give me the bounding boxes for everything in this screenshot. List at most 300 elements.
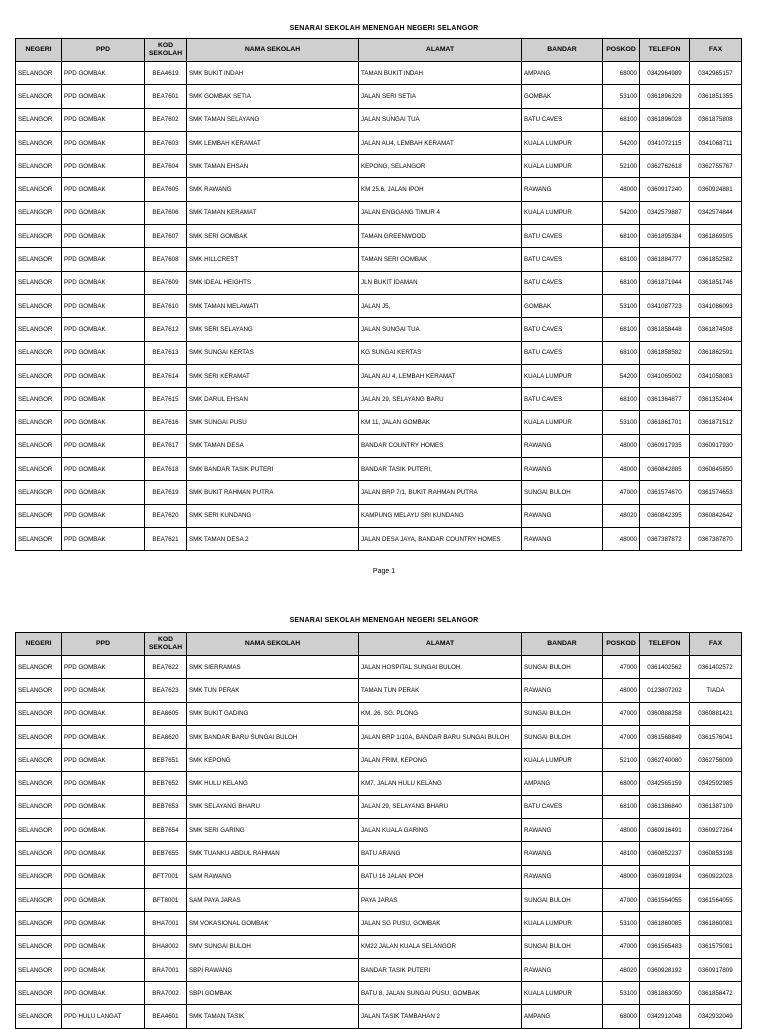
- cell-nama-sekolah: SMK TAMAN DESA 2: [187, 527, 359, 550]
- cell-ppd: PPD GOMBAK: [62, 201, 145, 224]
- cell-bandar: BATU CAVES: [522, 318, 603, 341]
- cell-negeri: SELANGOR: [16, 108, 62, 131]
- col-header-nama-sekolah: NAMA SEKOLAH: [187, 633, 359, 656]
- cell-alamat: JALAN HOSPITAL SUNGAI BULOH.: [359, 656, 522, 679]
- cell-alamat: JLN BUKIT IDAMAN: [359, 271, 522, 294]
- cell-bandar: BATU CAVES: [522, 248, 603, 271]
- col-header-nama-sekolah: NAMA SEKOLAH: [187, 39, 359, 62]
- cell-negeri: SELANGOR: [16, 912, 62, 935]
- cell-bandar: KUALA LUMPUR: [522, 364, 603, 387]
- table-row: [16, 656, 742, 679]
- cell-alamat: KM 11, JALAN GOMBAK: [359, 411, 522, 434]
- cell-kod-sekolah: BEA7613: [145, 341, 187, 364]
- cell-fax: 0360842642: [690, 504, 742, 527]
- cell-negeri: SELANGOR: [16, 888, 62, 911]
- cell-poskod: 48020: [603, 504, 640, 527]
- cell-ppd: PPD GOMBAK: [62, 271, 145, 294]
- cell-bandar: RAWANG: [522, 865, 603, 888]
- cell-telefon: 0361895384: [640, 225, 690, 248]
- col-header-telefon: TELEFON: [640, 633, 690, 656]
- cell-nama-sekolah: SMK SUNGAI PUSU: [187, 411, 359, 434]
- table-row: [16, 842, 742, 865]
- school-table-page2: [15, 632, 742, 1029]
- document-title-page1: SENARAI SEKOLAH MENENGAH NEGERI SELANGOR: [289, 25, 479, 32]
- cell-nama-sekolah: SMK TAMAN TASIK: [187, 1005, 359, 1028]
- cell-alamat: BATU 16 JALAN IPOH: [359, 865, 522, 888]
- cell-nama-sekolah: SMK DARUL EHSAN: [187, 388, 359, 411]
- cell-kod-sekolah: BEA7617: [145, 434, 187, 457]
- cell-ppd: PPD GOMBAK: [62, 434, 145, 457]
- cell-fax: 0361860081: [690, 912, 742, 935]
- table-row: [16, 679, 742, 702]
- cell-kod-sekolah: BRA7001: [145, 958, 187, 981]
- cell-poskod: 47000: [603, 935, 640, 958]
- table-row: [16, 888, 742, 911]
- cell-negeri: SELANGOR: [16, 318, 62, 341]
- cell-ppd: PPD GOMBAK: [62, 364, 145, 387]
- cell-alamat: JALAN SUNGAI TUA: [359, 108, 522, 131]
- cell-ppd: PPD GOMBAK: [62, 888, 145, 911]
- cell-nama-sekolah: SMK SERI KUNDANG: [187, 504, 359, 527]
- cell-telefon: 0361568849: [640, 725, 690, 748]
- cell-bandar: RAWANG: [522, 178, 603, 201]
- cell-poskod: 68100: [603, 248, 640, 271]
- cell-bandar: BATU CAVES: [522, 795, 603, 818]
- cell-kod-sekolah: BEA7612: [145, 318, 187, 341]
- cell-negeri: SELANGOR: [16, 772, 62, 795]
- cell-bandar: SUNGAI BULOH: [522, 702, 603, 725]
- table-row: [16, 271, 742, 294]
- cell-poskod: 48000: [603, 434, 640, 457]
- cell-ppd: PPD GOMBAK: [62, 725, 145, 748]
- cell-poskod: 54200: [603, 201, 640, 224]
- cell-alamat: JALAN SERI SETIA: [359, 85, 522, 108]
- cell-kod-sekolah: BEA7604: [145, 155, 187, 178]
- cell-ppd: PPD GOMBAK: [62, 411, 145, 434]
- cell-kod-sekolah: BEB7652: [145, 772, 187, 795]
- table-row: [16, 458, 742, 481]
- cell-bandar: RAWANG: [522, 679, 603, 702]
- cell-poskod: 47000: [603, 725, 640, 748]
- cell-fax: 0361869505: [690, 225, 742, 248]
- cell-fax: 0341058083: [690, 364, 742, 387]
- cell-fax: 0342574844: [690, 201, 742, 224]
- table-row: [16, 702, 742, 725]
- cell-kod-sekolah: BEA7605: [145, 178, 187, 201]
- cell-alamat: JALAN J5,: [359, 294, 522, 317]
- cell-fax: 0361851355: [690, 85, 742, 108]
- cell-poskod: 48000: [603, 178, 640, 201]
- cell-ppd: PPD GOMBAK: [62, 504, 145, 527]
- cell-bandar: RAWANG: [522, 842, 603, 865]
- cell-poskod: 53100: [603, 912, 640, 935]
- cell-kod-sekolah: BEB7655: [145, 842, 187, 865]
- cell-ppd: PPD GOMBAK: [62, 702, 145, 725]
- table-row: [16, 155, 742, 178]
- table-row: [16, 865, 742, 888]
- cell-negeri: SELANGOR: [16, 982, 62, 1005]
- cell-fax: 0342965157: [690, 62, 742, 85]
- cell-poskod: 52100: [603, 749, 640, 772]
- cell-telefon: 0341072115: [640, 131, 690, 154]
- cell-alamat: BANDAR TASIK PUTERI: [359, 958, 522, 981]
- cell-ppd: PPD GOMBAK: [62, 481, 145, 504]
- cell-telefon: 0361871944: [640, 271, 690, 294]
- cell-poskod: 47000: [603, 481, 640, 504]
- cell-telefon: 0342579887: [640, 201, 690, 224]
- cell-fax: 0361851746: [690, 271, 742, 294]
- cell-bandar: SUNGAI BULOH: [522, 481, 603, 504]
- cell-negeri: SELANGOR: [16, 434, 62, 457]
- cell-alamat: KAMPUNG MELAYU SRI KUNDANG: [359, 504, 522, 527]
- table-row: [16, 364, 742, 387]
- cell-kod-sekolah: BEA7623: [145, 679, 187, 702]
- cell-ppd: PPD GOMBAK: [62, 819, 145, 842]
- cell-bandar: BATU CAVES: [522, 271, 603, 294]
- cell-poskod: 68100: [603, 108, 640, 131]
- cell-bandar: KUALA LUMPUR: [522, 411, 603, 434]
- cell-nama-sekolah: SMK SERI GOMBAK: [187, 225, 359, 248]
- cell-nama-sekolah: SAM RAWANG: [187, 865, 359, 888]
- cell-fax: 0342592985: [690, 772, 742, 795]
- cell-negeri: SELANGOR: [16, 679, 62, 702]
- cell-negeri: SELANGOR: [16, 842, 62, 865]
- cell-alamat: TAMAN SERI GOMBAK: [359, 248, 522, 271]
- cell-fax: 0360853198: [690, 842, 742, 865]
- cell-telefon: 0361896028: [640, 108, 690, 131]
- cell-bandar: BATU CAVES: [522, 225, 603, 248]
- cell-telefon: 0361364877: [640, 388, 690, 411]
- cell-nama-sekolah: SMK TAMAN MELAWATI: [187, 294, 359, 317]
- cell-negeri: SELANGOR: [16, 702, 62, 725]
- cell-poskod: 48000: [603, 527, 640, 550]
- cell-negeri: SELANGOR: [16, 865, 62, 888]
- cell-fax: 0361402572: [690, 656, 742, 679]
- cell-ppd: PPD GOMBAK: [62, 62, 145, 85]
- cell-ppd: PPD GOMBAK: [62, 85, 145, 108]
- cell-bandar: AMPANG: [522, 772, 603, 795]
- table-row: [16, 527, 742, 550]
- cell-nama-sekolah: SMK KEPONG: [187, 749, 359, 772]
- cell-nama-sekolah: SMK SERI SELAYANG: [187, 318, 359, 341]
- cell-kod-sekolah: BEA7621: [145, 527, 187, 550]
- cell-fax: 0360922028: [690, 865, 742, 888]
- cell-ppd: PPD GOMBAK: [62, 958, 145, 981]
- cell-poskod: 68100: [603, 341, 640, 364]
- cell-ppd: PPD GOMBAK: [62, 225, 145, 248]
- cell-nama-sekolah: SMK SERI KERAMAT: [187, 364, 359, 387]
- cell-bandar: SUNGAI BULOH: [522, 725, 603, 748]
- cell-bandar: RAWANG: [522, 504, 603, 527]
- cell-alamat: TAMAN BUKIT INDAH: [359, 62, 522, 85]
- cell-poskod: 53100: [603, 411, 640, 434]
- cell-poskod: 54200: [603, 131, 640, 154]
- cell-telefon: 0361574670: [640, 481, 690, 504]
- cell-alamat: KG SUNGAI KERTAS: [359, 341, 522, 364]
- col-header-ppd: PPD: [62, 39, 145, 62]
- cell-nama-sekolah: SMK HILLCREST: [187, 248, 359, 271]
- cell-ppd: PPD HULU LANGAT: [62, 1005, 145, 1028]
- cell-nama-sekolah: SMK BUKIT GADING: [187, 702, 359, 725]
- cell-nama-sekolah: SMK SUNGAI KERTAS: [187, 341, 359, 364]
- cell-kod-sekolah: BFT7001: [145, 865, 187, 888]
- cell-bandar: SUNGAI BULOH: [522, 888, 603, 911]
- cell-kod-sekolah: BEA7603: [145, 131, 187, 154]
- cell-nama-sekolah: SMK HULU KELANG: [187, 772, 359, 795]
- cell-telefon: 0360917935: [640, 434, 690, 457]
- cell-ppd: PPD GOMBAK: [62, 178, 145, 201]
- cell-fax: 0361871512: [690, 411, 742, 434]
- cell-ppd: PPD GOMBAK: [62, 527, 145, 550]
- cell-telefon: 0361564055: [640, 888, 690, 911]
- table-row: [16, 201, 742, 224]
- cell-fax: 0360927264: [690, 819, 742, 842]
- cell-telefon: 0360888258: [640, 702, 690, 725]
- cell-telefon: 0361858448: [640, 318, 690, 341]
- col-header-fax: FAX: [690, 633, 742, 656]
- cell-bandar: GOMBAK: [522, 85, 603, 108]
- cell-nama-sekolah: SMK TAMAN DESA: [187, 434, 359, 457]
- cell-bandar: BATU CAVES: [522, 108, 603, 131]
- table-row: [16, 62, 742, 85]
- cell-alamat: JALAN KUALA GARING: [359, 819, 522, 842]
- cell-nama-sekolah: SMV SUNGAI BULOH: [187, 935, 359, 958]
- cell-bandar: RAWANG: [522, 527, 603, 550]
- cell-kod-sekolah: BEB7654: [145, 819, 187, 842]
- cell-poskod: 48020: [603, 958, 640, 981]
- cell-bandar: KUALA LUMPUR: [522, 131, 603, 154]
- cell-telefon: 0361896329: [640, 85, 690, 108]
- cell-negeri: SELANGOR: [16, 819, 62, 842]
- cell-poskod: 48000: [603, 458, 640, 481]
- cell-alamat: JALAN BRP 1/10A, BANDAR BARU SUNGAI BULOH: [359, 725, 522, 748]
- cell-telefon: 0361863050: [640, 982, 690, 1005]
- cell-alamat: BATU 8, JALAN SUNGAI PUSU, GOMBAK: [359, 982, 522, 1005]
- cell-fax: 0362756009: [690, 749, 742, 772]
- cell-nama-sekolah: SMK SELAYANG BHARU: [187, 795, 359, 818]
- cell-negeri: SELANGOR: [16, 795, 62, 818]
- cell-kod-sekolah: BEA7622: [145, 656, 187, 679]
- cell-fax: 0362755767: [690, 155, 742, 178]
- cell-fax: 0361387109: [690, 795, 742, 818]
- cell-telefon: 0360842885: [640, 458, 690, 481]
- col-header-telefon: TELEFON: [640, 39, 690, 62]
- cell-telefon: 0367387872: [640, 527, 690, 550]
- cell-alamat: JALAN ENGGANG TIMUR 4: [359, 201, 522, 224]
- cell-fax: 0360924881: [690, 178, 742, 201]
- cell-bandar: KUALA LUMPUR: [522, 749, 603, 772]
- cell-negeri: SELANGOR: [16, 388, 62, 411]
- cell-fax: 0342932049: [690, 1005, 742, 1028]
- cell-negeri: SELANGOR: [16, 749, 62, 772]
- cell-kod-sekolah: BEA7606: [145, 201, 187, 224]
- cell-poskod: 68100: [603, 795, 640, 818]
- table-row: [16, 481, 742, 504]
- cell-bandar: AMPANG: [522, 1005, 603, 1028]
- cell-kod-sekolah: BFT8001: [145, 888, 187, 911]
- page-number: Page 1: [372, 568, 396, 575]
- cell-alamat: JALAN AU4, LEMBAH KERAMAT: [359, 131, 522, 154]
- cell-alamat: JALAN SUNGAI TUA: [359, 318, 522, 341]
- cell-alamat: TAMAN TUN PERAK: [359, 679, 522, 702]
- table-row: [16, 935, 742, 958]
- cell-alamat: KM22 JALAN KUALA SELANGOR: [359, 935, 522, 958]
- cell-telefon: 0361402562: [640, 656, 690, 679]
- col-header-ppd: PPD: [62, 633, 145, 656]
- table-row: [16, 795, 742, 818]
- cell-poskod: 52100: [603, 155, 640, 178]
- cell-kod-sekolah: BEA8605: [145, 702, 187, 725]
- cell-fax: 0360917809: [690, 958, 742, 981]
- cell-negeri: SELANGOR: [16, 504, 62, 527]
- cell-negeri: SELANGOR: [16, 1005, 62, 1028]
- cell-negeri: SELANGOR: [16, 131, 62, 154]
- cell-bandar: KUALA LUMPUR: [522, 912, 603, 935]
- cell-ppd: PPD GOMBAK: [62, 458, 145, 481]
- cell-nama-sekolah: SMK BANDAR BARU SUNGAI BULOH: [187, 725, 359, 748]
- cell-fax: 0361862591: [690, 341, 742, 364]
- cell-nama-sekolah: SMK TAMAN EHSAN: [187, 155, 359, 178]
- cell-poskod: 68000: [603, 62, 640, 85]
- cell-ppd: PPD GOMBAK: [62, 248, 145, 271]
- col-header-bandar: BANDAR: [522, 633, 603, 656]
- cell-ppd: PPD GOMBAK: [62, 679, 145, 702]
- table-row: [16, 341, 742, 364]
- table-row: [16, 318, 742, 341]
- cell-kod-sekolah: BEB7651: [145, 749, 187, 772]
- cell-negeri: SELANGOR: [16, 364, 62, 387]
- cell-telefon: 0361884777: [640, 248, 690, 271]
- cell-nama-sekolah: SMK GOMBAK SETIA: [187, 85, 359, 108]
- cell-fax: 0361575081: [690, 935, 742, 958]
- document-title-page2: SENARAI SEKOLAH MENENGAH NEGERI SELANGOR: [289, 617, 479, 624]
- cell-poskod: 68000: [603, 1005, 640, 1028]
- cell-telefon: 0361858582: [640, 341, 690, 364]
- cell-telefon: 0361861701: [640, 411, 690, 434]
- cell-telefon: 0361386840: [640, 795, 690, 818]
- cell-negeri: SELANGOR: [16, 481, 62, 504]
- cell-nama-sekolah: SMK LEMBAH KERAMAT: [187, 131, 359, 154]
- table-row: [16, 1005, 742, 1028]
- cell-ppd: PPD GOMBAK: [62, 865, 145, 888]
- cell-ppd: PPD GOMBAK: [62, 131, 145, 154]
- cell-fax: 0361875808: [690, 108, 742, 131]
- col-header-fax: FAX: [690, 39, 742, 62]
- cell-bandar: KUALA LUMPUR: [522, 155, 603, 178]
- cell-ppd: PPD GOMBAK: [62, 108, 145, 131]
- cell-ppd: PPD GOMBAK: [62, 749, 145, 772]
- cell-kod-sekolah: BEA7609: [145, 271, 187, 294]
- cell-bandar: BATU CAVES: [522, 341, 603, 364]
- cell-negeri: SELANGOR: [16, 178, 62, 201]
- cell-bandar: RAWANG: [522, 458, 603, 481]
- cell-bandar: KUALA LUMPUR: [522, 201, 603, 224]
- cell-kod-sekolah: BEA4619: [145, 62, 187, 85]
- cell-telefon: 0341087723: [640, 294, 690, 317]
- cell-negeri: SELANGOR: [16, 248, 62, 271]
- cell-telefon: 0342964989: [640, 62, 690, 85]
- cell-fax: 0341086093: [690, 294, 742, 317]
- cell-negeri: SELANGOR: [16, 62, 62, 85]
- cell-nama-sekolah: SBPI RAWANG: [187, 958, 359, 981]
- table-row: [16, 772, 742, 795]
- cell-nama-sekolah: SMK TUN PERAK: [187, 679, 359, 702]
- cell-poskod: 48000: [603, 819, 640, 842]
- cell-poskod: 68100: [603, 388, 640, 411]
- school-table-page1: [15, 38, 742, 551]
- cell-nama-sekolah: SMK SERI GARING: [187, 819, 359, 842]
- cell-kod-sekolah: BEA4601: [145, 1005, 187, 1028]
- cell-ppd: PPD GOMBAK: [62, 935, 145, 958]
- cell-nama-sekolah: SMK TUANKU ABDUL RAHMAN: [187, 842, 359, 865]
- cell-nama-sekolah: SMK TAMAN SELAYANG: [187, 108, 359, 131]
- table-row: [16, 178, 742, 201]
- table-row: [16, 388, 742, 411]
- cell-kod-sekolah: BEA7607: [145, 225, 187, 248]
- cell-fax: 0360881421: [690, 702, 742, 725]
- table-row: [16, 108, 742, 131]
- table-header-row: [16, 633, 742, 656]
- col-header-alamat: ALAMAT: [359, 633, 522, 656]
- cell-kod-sekolah: BEA7618: [145, 458, 187, 481]
- cell-alamat: JALAN SG PUSU, GOMBAK: [359, 912, 522, 935]
- cell-ppd: PPD GOMBAK: [62, 656, 145, 679]
- col-header-kod-sekolah: KOD SEKOLAH: [145, 39, 187, 62]
- cell-alamat: KM. 26, SG. PLONG: [359, 702, 522, 725]
- cell-negeri: SELANGOR: [16, 411, 62, 434]
- cell-negeri: SELANGOR: [16, 155, 62, 178]
- cell-fax: 0341068711: [690, 131, 742, 154]
- cell-poskod: 68100: [603, 318, 640, 341]
- cell-kod-sekolah: BEA7614: [145, 364, 187, 387]
- cell-negeri: SELANGOR: [16, 201, 62, 224]
- cell-nama-sekolah: SMK IDEAL HEIGHTS: [187, 271, 359, 294]
- cell-telefon: 0360918934: [640, 865, 690, 888]
- cell-fax: 0361874508: [690, 318, 742, 341]
- table-row: [16, 225, 742, 248]
- cell-telefon: 0342565159: [640, 772, 690, 795]
- cell-kod-sekolah: BEA7608: [145, 248, 187, 271]
- cell-nama-sekolah: SMK BUKIT INDAH: [187, 62, 359, 85]
- cell-ppd: PPD GOMBAK: [62, 294, 145, 317]
- cell-poskod: 54200: [603, 364, 640, 387]
- cell-fax: 0367387870: [690, 527, 742, 550]
- cell-fax: 0361352404: [690, 388, 742, 411]
- table-row: [16, 85, 742, 108]
- cell-nama-sekolah: SM VOKASIONAL GOMBAK: [187, 912, 359, 935]
- col-header-kod-sekolah: KOD SEKOLAH: [145, 633, 187, 656]
- cell-poskod: 47000: [603, 702, 640, 725]
- table-row: [16, 504, 742, 527]
- table-row: [16, 411, 742, 434]
- cell-alamat: PAYA JARAS: [359, 888, 522, 911]
- cell-nama-sekolah: SMK BANDAR TASIK PUTERI: [187, 458, 359, 481]
- cell-poskod: 53100: [603, 85, 640, 108]
- cell-telefon: 0341065002: [640, 364, 690, 387]
- cell-poskod: 47000: [603, 888, 640, 911]
- col-header-negeri: NEGERI: [16, 633, 62, 656]
- cell-bandar: BATU CAVES: [522, 388, 603, 411]
- cell-kod-sekolah: BRA7002: [145, 982, 187, 1005]
- table-row: [16, 958, 742, 981]
- table-row: [16, 248, 742, 271]
- cell-fax: 0361858472: [690, 982, 742, 1005]
- cell-kod-sekolah: BEA8620: [145, 725, 187, 748]
- cell-fax: 0360917930: [690, 434, 742, 457]
- cell-alamat: JALAN AU 4, LEMBAH KERAMAT: [359, 364, 522, 387]
- table-row: [16, 819, 742, 842]
- table-header-row: [16, 39, 742, 62]
